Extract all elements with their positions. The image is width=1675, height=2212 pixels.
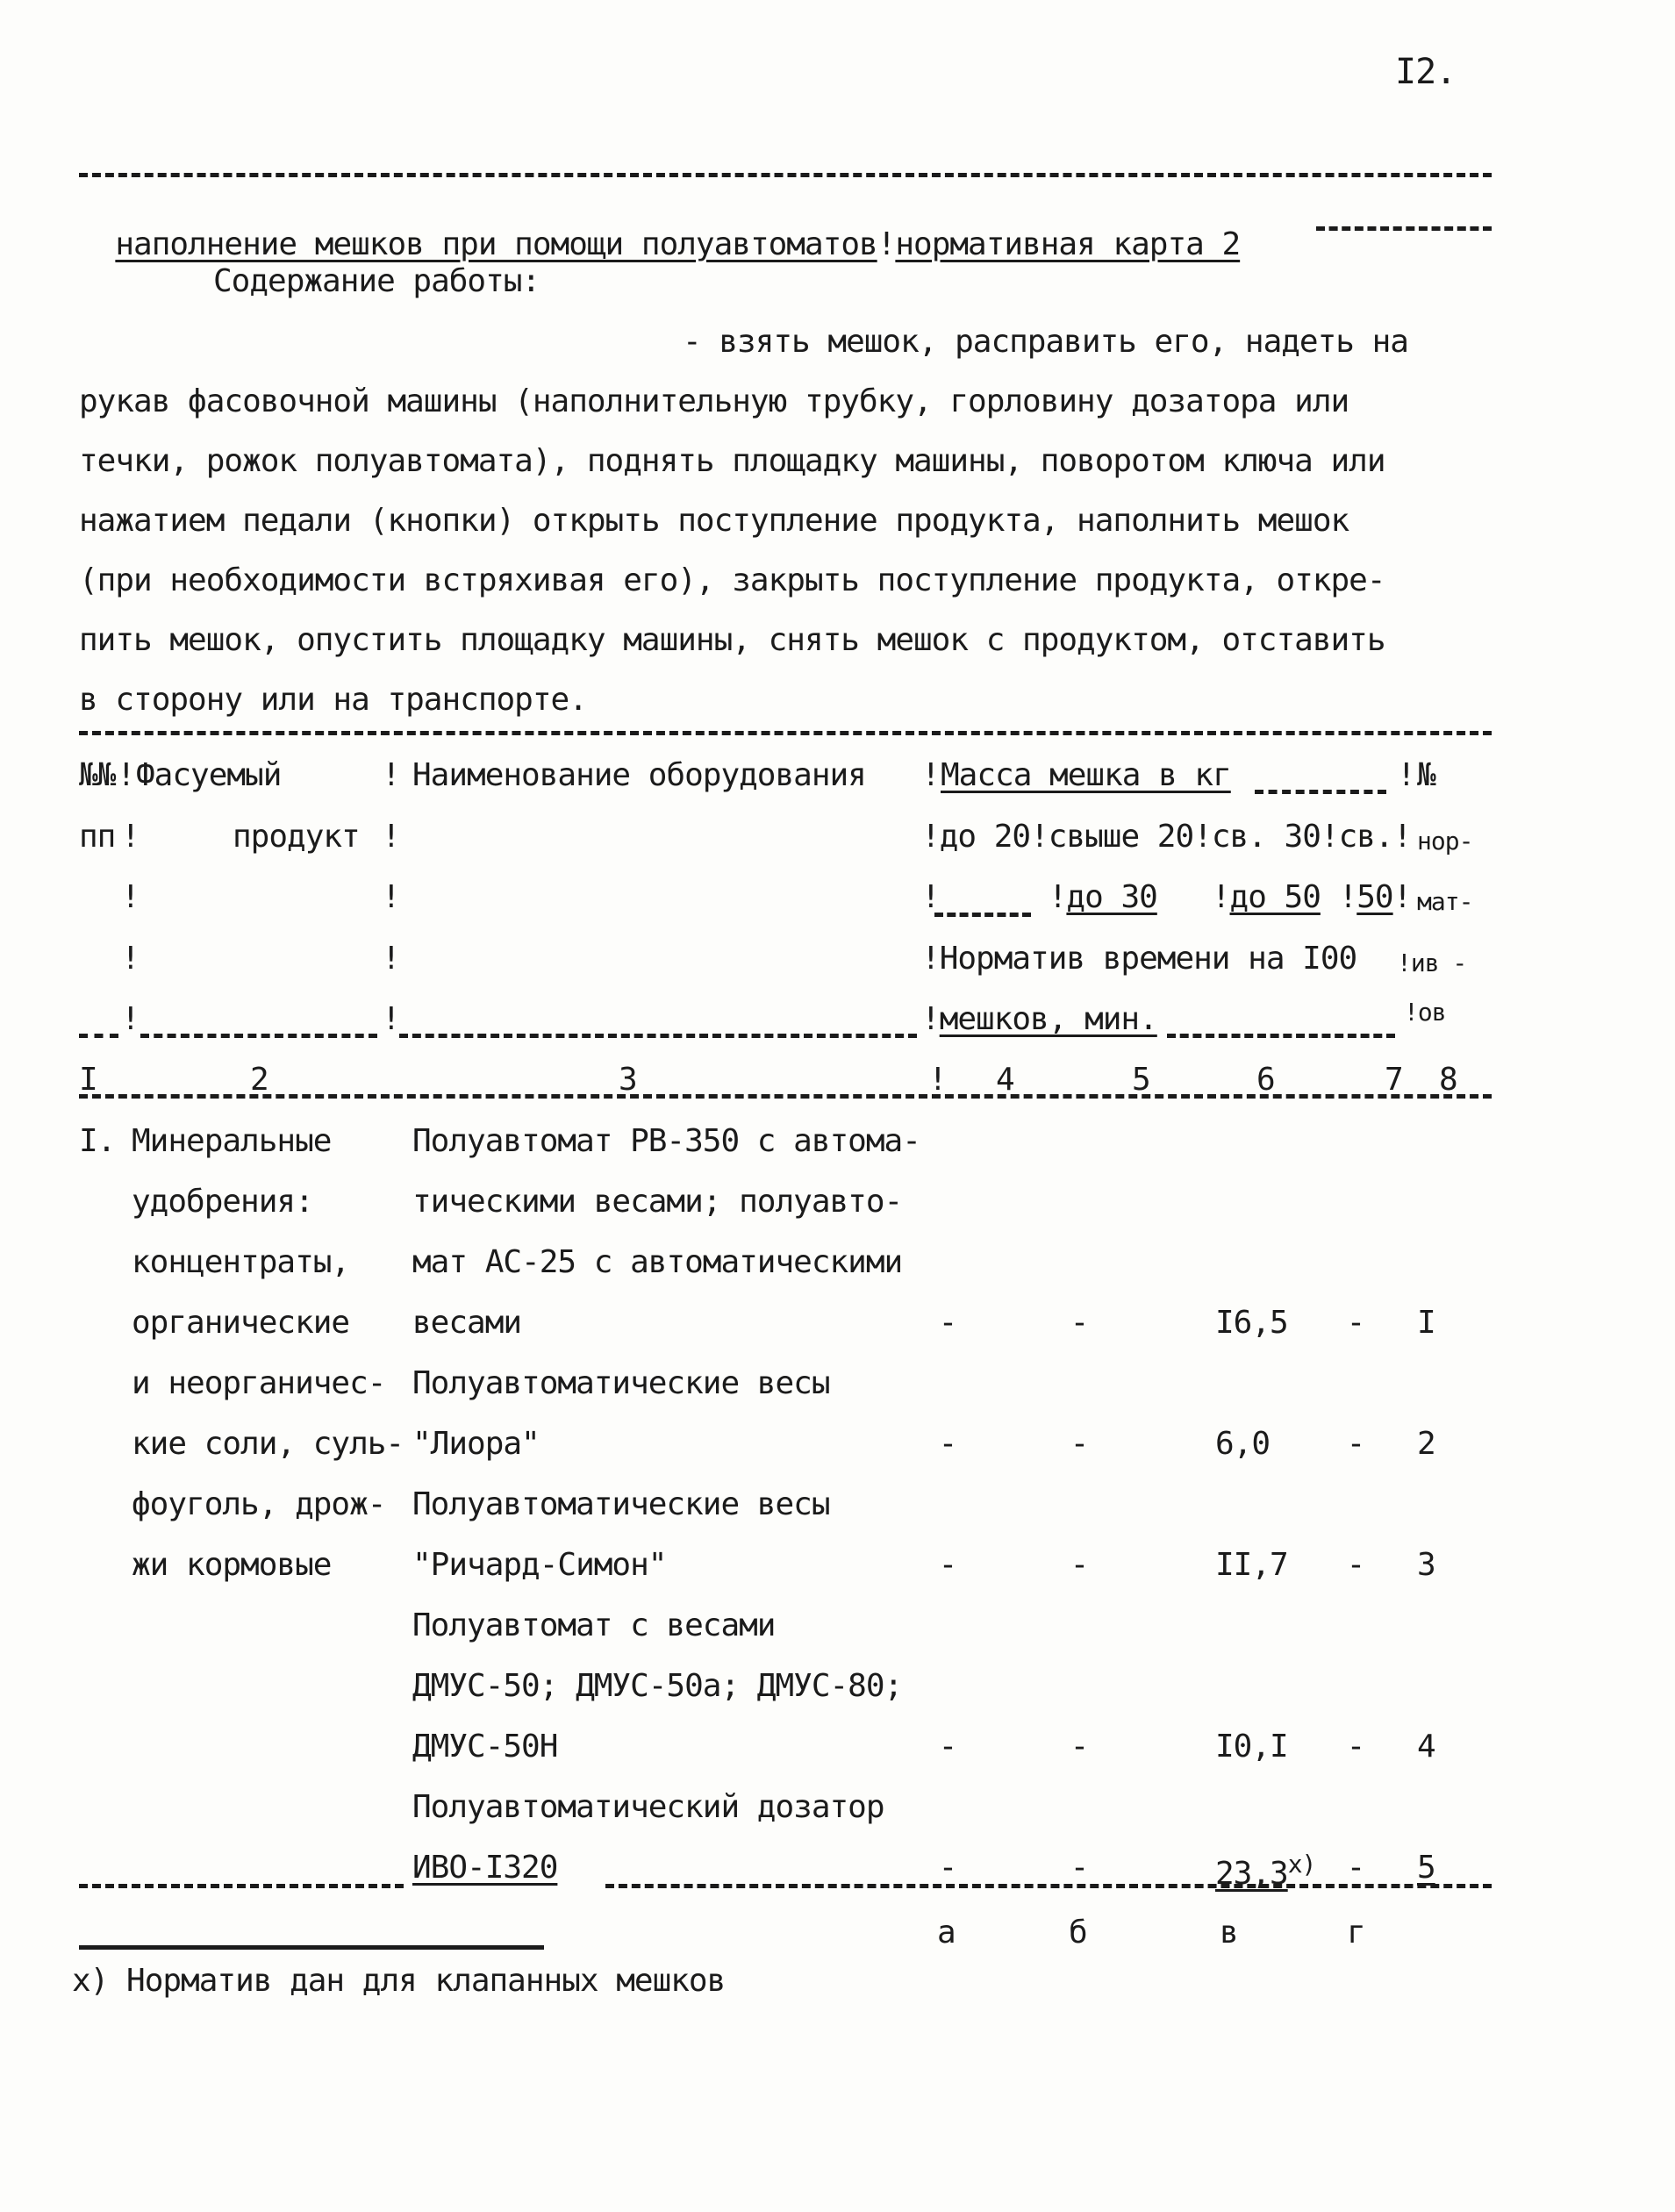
- col-number-header: №№: [79, 757, 116, 793]
- table-bottom-rule: [605, 1884, 1492, 1888]
- mass-subcol-header: ! !до 30 !до 50 !50!: [921, 879, 1412, 915]
- product-line: концентраты,: [132, 1244, 350, 1280]
- equipment-line: "Ричард-Симон": [412, 1547, 667, 1583]
- column-letter: г: [1347, 1915, 1365, 1951]
- header-card-number: нормативная карта 2: [895, 226, 1241, 262]
- separator: !: [921, 757, 940, 793]
- cell-mass-50: -: [1346, 1729, 1365, 1765]
- equipment-line: весами: [412, 1305, 522, 1341]
- card-header: [79, 197, 1240, 261]
- table-bottom-rule: [79, 1884, 404, 1888]
- column-number: 5: [1132, 1062, 1150, 1098]
- column-letter: в: [1220, 1915, 1238, 1951]
- product-line: органические: [132, 1305, 350, 1341]
- content-line: нажатием педали (кнопки) открыть поступление продукта, наполнить мешок: [79, 503, 1349, 539]
- product-line: кие соли, суль-: [132, 1426, 404, 1462]
- col-product-header: продукт: [233, 819, 360, 855]
- separator: !: [382, 1001, 400, 1037]
- separator: !: [382, 819, 400, 855]
- header-bottom-dashes: [399, 1034, 917, 1038]
- column-letter: б: [1069, 1915, 1087, 1951]
- col8-header: №: [1417, 757, 1435, 793]
- cell-mass-30-50: I0,I: [1215, 1729, 1288, 1765]
- content-line: пить мешок, опустить площадку машины, снять мешок с продуктом, отставить: [79, 622, 1385, 658]
- header-separator: !: [877, 226, 896, 262]
- separator: !: [382, 941, 400, 977]
- cell-mass-50: -: [1346, 1850, 1365, 1886]
- footnote: x) Норматив дан для клапанных мешков: [72, 1963, 726, 1999]
- content-line: течки, рожок полуавтомата), поднять площадку машины, поворотом ключа или: [79, 443, 1385, 479]
- page-number: I2.: [1395, 52, 1457, 92]
- cell-mass-20: -: [938, 1729, 957, 1765]
- column-number: 7: [1385, 1062, 1403, 1098]
- header-title: наполнение мешков при помощи полуавтоматов: [115, 226, 877, 262]
- separator: !: [382, 879, 400, 915]
- cell-mass-20-30: -: [1070, 1426, 1089, 1462]
- equipment-line: Полуавтомат РВ-350 с автома-: [412, 1123, 920, 1159]
- footnote-marker: x): [1287, 1850, 1316, 1879]
- equipment-line: мат АС-25 с автоматическими: [412, 1244, 903, 1280]
- cell-mass-20-30: -: [1070, 1850, 1089, 1886]
- separator: !: [121, 819, 140, 855]
- col8-header: нор-: [1417, 827, 1473, 855]
- mass-col-header: !до 20!свыше 20!св. 30!св.!: [921, 819, 1412, 855]
- product-line: удобрения:: [132, 1184, 313, 1220]
- footnote-rule: [79, 1945, 544, 1950]
- col8-header: !ив -: [1397, 949, 1467, 977]
- cell-mass-20: -: [938, 1850, 957, 1886]
- cell-mass-20: -: [938, 1426, 957, 1462]
- separator: !: [382, 757, 400, 793]
- cell-mass-50: -: [1346, 1426, 1365, 1462]
- equipment-line: ДМУС-50Н: [412, 1729, 558, 1765]
- divider: [79, 173, 1492, 177]
- equipment-line: Полуавтоматические весы: [412, 1486, 830, 1522]
- separator: !: [117, 757, 135, 793]
- column-number: 4: [996, 1062, 1014, 1098]
- product-line: жи кормовые: [132, 1547, 332, 1583]
- cell-norm-number: 5: [1417, 1850, 1435, 1886]
- column-number: I: [79, 1062, 97, 1098]
- product-line: фоуголь, дрож-: [132, 1486, 386, 1522]
- column-number: 3: [619, 1062, 637, 1098]
- equipment-line: тическими весами; полуавто-: [412, 1184, 903, 1220]
- cell-norm-number: 3: [1417, 1547, 1435, 1583]
- cell-norm-number: 2: [1417, 1426, 1435, 1462]
- number-row-rule: [79, 1094, 1492, 1099]
- norm-header: !Норматив времени на I00: [921, 941, 1357, 977]
- equipment-line: Полуавтоматический дозатор: [412, 1789, 884, 1825]
- header-bottom-dashes: [1167, 1034, 1395, 1038]
- content-line: в сторону или на транспорте.: [79, 682, 587, 718]
- separator: !: [1397, 757, 1415, 793]
- product-line: Минеральные: [132, 1123, 332, 1159]
- col8-header: мат-: [1417, 887, 1473, 916]
- col-equipment-header: Наименование оборудования: [412, 757, 866, 793]
- column-number: 6: [1256, 1062, 1275, 1098]
- header-trailing-dashes: [1316, 226, 1492, 231]
- cell-norm-number: 4: [1417, 1729, 1435, 1765]
- mass-subcol-dashes: [934, 913, 1031, 917]
- mass-header-dashes: [1255, 790, 1386, 794]
- cell-mass-20: -: [938, 1547, 957, 1583]
- col-number-header: пп: [79, 819, 116, 855]
- equipment-line: "Лиора": [412, 1426, 540, 1462]
- content-line: (при необходимости встряхивая его), закрыть поступление продукта, откре-: [79, 562, 1385, 598]
- content-line: - взять мешок, расправить его, надеть на: [683, 324, 1408, 360]
- cell-mass-20-30: -: [1070, 1547, 1089, 1583]
- cell-mass-30-50: I6,5: [1215, 1305, 1288, 1341]
- product-line: и неорганичес-: [132, 1365, 386, 1401]
- cell-mass-20-30: -: [1070, 1729, 1089, 1765]
- equipment-line: Полуавтомат с весами: [412, 1607, 776, 1643]
- content-line: рукав фасовочной машины (наполнительную трубку, горловину дозатора или: [79, 383, 1349, 419]
- column-number: 2: [250, 1062, 268, 1098]
- cell-mass-30-50: 23,3$^{x)}$: [1215, 1850, 1316, 1892]
- header-bottom-dashes: [79, 1034, 118, 1038]
- separator: !: [928, 1062, 947, 1098]
- cell-mass-30-50: 6,0: [1215, 1426, 1271, 1462]
- cell-norm-number: I: [1417, 1305, 1435, 1341]
- cell-mass-30-50: II,7: [1215, 1547, 1288, 1583]
- col-product-header: Фасуемый: [136, 757, 282, 793]
- content-label: Содержание работы:: [213, 263, 540, 299]
- cell-mass-20-30: -: [1070, 1305, 1089, 1341]
- table-top-rule: [79, 731, 1492, 735]
- section-number: I.: [79, 1123, 116, 1159]
- equipment-line: Полуавтоматические весы: [412, 1365, 830, 1401]
- equipment-line: ИВО-I320: [412, 1850, 558, 1886]
- mass-header: Масса мешка в кг: [941, 757, 1231, 793]
- cell-mass-50: -: [1346, 1305, 1365, 1341]
- header-bottom-dashes: [140, 1034, 377, 1038]
- cell-mass-50: -: [1346, 1547, 1365, 1583]
- separator: !: [121, 941, 140, 977]
- norm-header: !мешков, мин.: [921, 1001, 1157, 1037]
- col8-header: !ов: [1404, 998, 1446, 1027]
- column-number: 8: [1439, 1062, 1457, 1098]
- cell-mass-20: -: [938, 1305, 957, 1341]
- separator: !: [121, 879, 140, 915]
- separator: !: [121, 1001, 140, 1037]
- column-letter: а: [937, 1915, 956, 1951]
- equipment-line: ДМУС-50; ДМУС-50а; ДМУС-80;: [412, 1668, 903, 1704]
